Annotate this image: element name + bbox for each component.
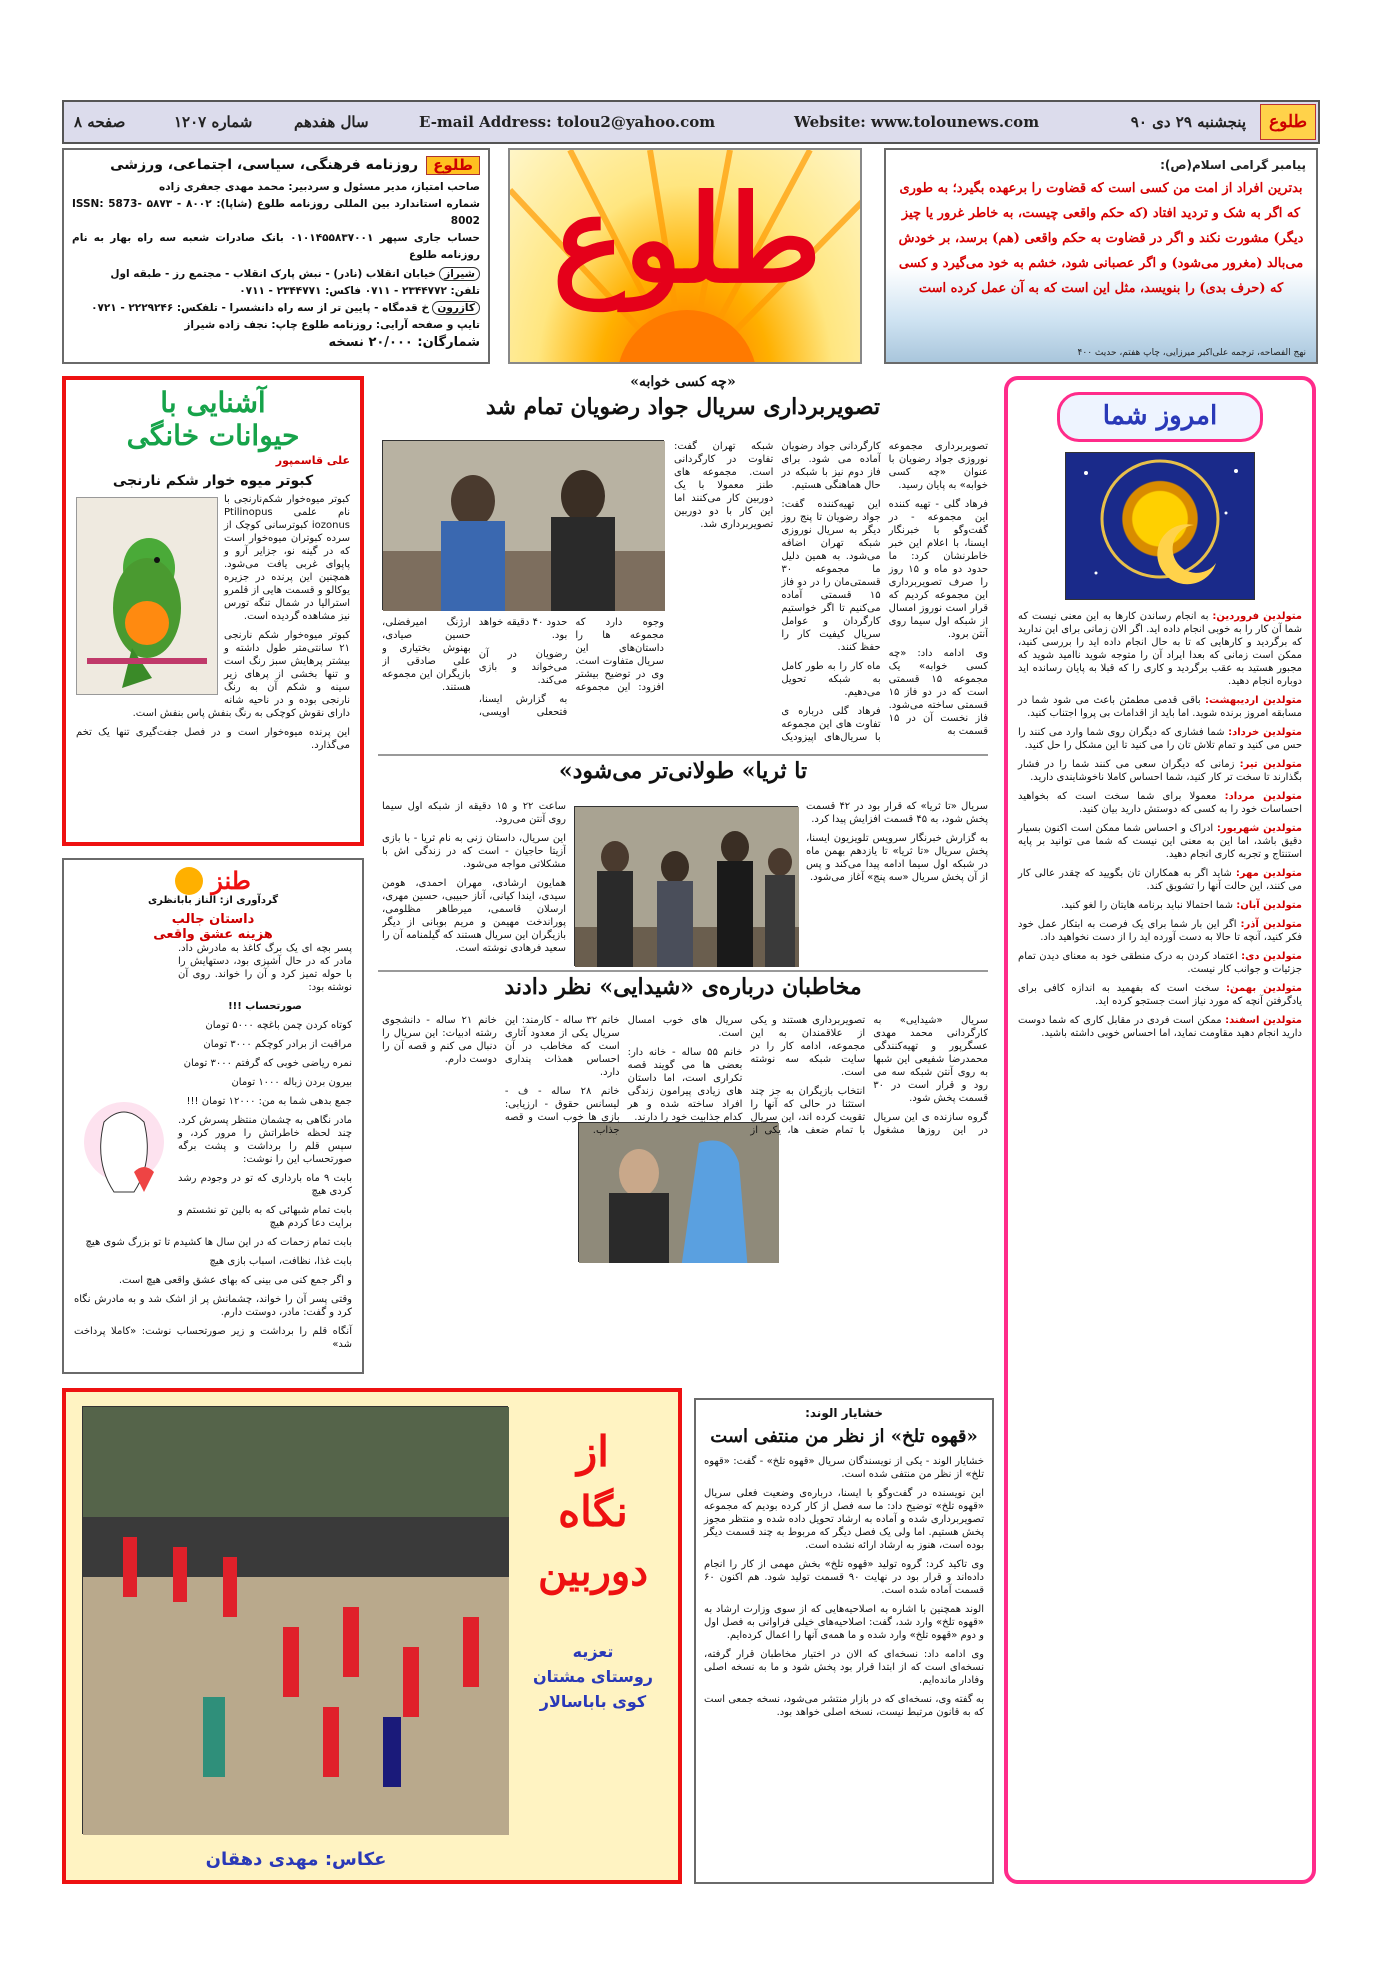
article2-photo — [574, 806, 798, 966]
horoscope-entry — [1018, 982, 1302, 1008]
horoscope-text: شما فشاری که دیگران روی شما وارد می کنند را حس می کنید و تمام تلاش تان را می کنید تا این مشکل را حل کنید. — [1018, 727, 1302, 751]
info-shiraz-address: خیابان انقلاب (نادر) - نبش پارک انقلاب - مجتمع رز - طبقه اول — [110, 268, 436, 280]
parrot-icon — [77, 498, 217, 694]
horoscope-entry — [1018, 867, 1302, 893]
hadith-box — [884, 148, 1318, 364]
horoscope-text: ادراک و احساس شما ممکن است اکنون بسیار دقیق باشد، اما این به معنی این نیست که شما می توانید بر پایه استنتاج و تجربه کاری انجام دهید. — [1018, 823, 1302, 860]
article1-paragraph: فرهاد گلی - تهیه کننده این مجموعه - در گفت‌وگو با خبرنگار ایسنا، با اعلام این خبر خاطرنشان کرد: ما حدود دو ماه و ۱۵ روز را صرف تصویربرداری این مجموعه کردیم که قرار است نوروز امسال از شبکه اول سیما روی آنتن برود. — [888, 499, 988, 640]
dourbin-caption-1: تعزیه — [572, 1642, 614, 1661]
satire-paragraph: بابت تمام زحمات که در این سال ها کشیدم تا تو بزرگ شوی هیچ — [85, 1237, 352, 1248]
article3-paragraph: خانم ۲۱ ساله - دانشجوی رشته ادبیات: این سریال را دنبال می کنم و قصه آن را دوست دارم. — [382, 1015, 497, 1065]
divider — [378, 754, 988, 756]
horoscope-label: متولدین مهر: — [1235, 868, 1302, 879]
satire-paragraph: نمره ریاضی خوبی که گرفتم ۳۰۰۰ تومان — [183, 1058, 352, 1069]
article4-title: «قهوه تلخ» از نظر من منتفی است — [710, 1426, 978, 1447]
divider — [378, 970, 988, 972]
horoscope-text: باقی قدمی مطمئن باعث می شود شما در مسابقه امروز برنده شوید. اما باید از اقدامات بی پروا اجتناب کنید. — [1018, 695, 1302, 719]
horoscope-title-badge — [1057, 392, 1263, 442]
satire-illustration — [74, 1092, 174, 1212]
header-issue: شماره ۱۲۰۷ — [174, 113, 253, 131]
horoscope-label: متولدین آذر: — [1240, 919, 1302, 930]
satire-paragraph: بیرون بردن زباله ۱۰۰۰ تومان — [231, 1077, 352, 1088]
horoscope-label: متولدین شهریور: — [1216, 823, 1302, 834]
hadith-source: نهج الفصاحه، ترجمه علی‌اکبر میرزایی، چاپ هفتم، حدیث ۴۰۰ — [1077, 348, 1306, 358]
article4-kicker: خشایار الوند: — [805, 1406, 883, 1420]
article4-paragraph: خشایار الوند - یکی از نویسندگان سریال «قهوه تلخ» - گفت: «قهوه تلخ» از نظر من منتفی شده است. — [704, 1456, 984, 1480]
info-logo: طلوع — [426, 156, 480, 175]
satire-story-title-1: داستان جالب — [171, 912, 255, 927]
article2-body-right — [806, 800, 988, 968]
article2-paragraph: این سریال، داستان زنی به نام ثریا - با بازی آزیتا حاجیان - است که در زندگی اش با مشکلاتی مواجه می‌شود. — [382, 833, 566, 870]
header-page: صفحه ۸ — [74, 113, 126, 131]
satire-author: گردآوری از: الناز بابانظری — [147, 895, 279, 906]
article4-paragraph: این نویسنده در گفت‌وگو با ایسنا، درباره‌ی وضعیت فعلی سریال «قهوه تلخ» توضیح داد: ما سه فصل از کار کرده بودیم که مجموعه تصویربرداری شده و آماده به ارشاد تحویل داده شده و منتظر مجوز پخش هستیم. اما ولی یک فصل دیگر که مربوط به چند قسمت دیگر بوده است، هنوز به ارشاد ارائه نشده است. — [704, 1488, 984, 1551]
dourbin-title-1: از — [577, 1427, 609, 1476]
article3-body — [382, 1014, 988, 1384]
dourbin-title-3: دوربین — [537, 1548, 649, 1595]
article2-paragraph: سریال «تا ثریا» که قرار بود در ۴۲ قسمت پخش شود، به ۴۵ قسمت افزایش پیدا کرد. — [806, 801, 988, 825]
article1-paragraph: به گزارش ایسنا، فتحعلی اویسی، ارژنگ امیرفضلی، حسین صیادی، بهنوش بختیاری و علی صادقی از بازیگران این مجموعه هستند. — [382, 617, 568, 718]
horoscope-label: متولدین مرداد: — [1224, 791, 1302, 802]
article1-paragraph: رضویان در آن می‌خواند و بازی می‌کند. — [478, 649, 568, 686]
horoscope-entry — [1018, 950, 1302, 976]
actors-photo-icon — [383, 441, 665, 611]
header-bar — [62, 100, 1320, 144]
article1-paragraph: فرهاد گلی درباره ی تفاوت های این مجموعه با سریال‌های اپیزودیک شبکه تهران گفت: تفاوت در کارگردانی است. مجموعه های طنز معمولا با یک دوربین کار می‌کنند اما این کار با دو دوربین تصویربرداری شد. — [674, 441, 881, 743]
info-issn: شماره استاندارد بین المللی روزنامه طلوع (شاپا): ۸۰۰۲ - ۵۸۷۳ ISSN: 5873-8002 — [72, 198, 481, 227]
article2-title: «تا ثریا» طولانی‌تر می‌شود — [558, 758, 808, 784]
dourbin-caption-2: روستای مشتان — [532, 1667, 654, 1686]
info-heading: روزنامه فرهنگی، سیاسی، اجتماعی، ورزشی — [110, 157, 419, 173]
horoscope-text: معمولا برای شما سخت است که بخواهید احساسات خود را به کسی که دوستش دارید بیان کنید. — [1018, 791, 1302, 815]
masthead-logo-text: طلوع — [552, 169, 822, 310]
article4-paragraph: وی ادامه داد: نسخه‌ای که الان در اختیار مخاطبان قرار گرفته، نسخه‌ای است که از ابتدا قرار بود پخش شود و ما به نسخه اصلی وفادار مانده‌ایم. — [704, 1649, 984, 1686]
article1-paragraph: وجوه دارد که مجموعه ها را داستان‌های این سریال متفاوت است. وی در توضیح بیشتر افزود: این مجموعه حدود ۴۰ دقیقه خواهد بود. — [478, 617, 664, 693]
satire-paragraph: کوتاه کردن چمن باغچه ۵۰۰۰ تومان — [205, 1020, 352, 1031]
horoscope-entry — [1018, 918, 1302, 944]
masthead-logo — [508, 148, 862, 364]
article3-paragraph: سریال «شیدایی» به کارگردانی محمد مهدی عسگرپور و تهیه‌کنندگی محمدرضا شفیعی این شبها به روی آنتن شبکه سه می رود و قرار است در ۳۰ قسمت پخش شود. — [873, 1015, 988, 1104]
info-circulation: شمارگان: ۲۰/۰۰۰ نسخه — [328, 335, 480, 350]
dourbin-title-2: نگاه — [558, 1487, 628, 1536]
horoscope-image — [1065, 452, 1255, 600]
horoscope-label: متولدین خرداد: — [1228, 727, 1302, 738]
satire-paragraph: آنگاه قلم را برداشت و زیر صورتحساب نوشت: «کاملا پرداخت شد» — [74, 1326, 352, 1350]
satire-title: طنز — [211, 866, 251, 895]
info-owner: صاحب امتیاز، مدیر مسئول و سردبیر: محمد مهدی جعفری زاده — [159, 181, 480, 193]
pets-paragraph: کبوتر میوه‌خوار شکم‌نارنجی با نام علمی Ptilinopus iozonus کبوترسانی کوچک از سرده کبوتران میوه‌خوار است که در گینه نو، جزایر آرو و پاپوای غربی یافت می‌شود. همچنین این پرنده در جزیره یوکالو و قسمت هایی از قلمرو استرالیا در شمال تنگه تورس نیز مشاهده گردیده است. — [224, 494, 350, 622]
header-logo — [1260, 104, 1316, 140]
horoscope-text: به انجام رساندن کارها به این معنی نیست که شما آن کار را به خوبی انجام داده اید. اگر الان زمانی برای این ندارید که برگردید و کارهایی که تا به حال انجام داده اید را بررسی کنید، ممکن است زمانی که بعدا ایراد آن را متوجه شوید ناامید شوید که مجبور هستید به عقب برگردید و کاری را که قبلا به پایان رسانده اید دوباره انجام دهید. — [1018, 611, 1302, 687]
info-box — [62, 148, 490, 364]
satire-paragraph: صورتحساب !!! — [228, 1001, 302, 1012]
article3-paragraph: انتخاب بازیگران به جز چند استثنا در حالی که آنها را تقویت کرده اند، این سریال با تمام ضعف ها، یکی از سریال های خوب امسال است. — [627, 1015, 866, 1136]
horoscope-entry — [1018, 899, 1302, 912]
horoscope-entry — [1018, 790, 1302, 816]
pets-title-line1: آشنایی با — [160, 386, 266, 419]
pets-paragraph: این پرنده میوه‌خوار است و در فصل جفت‌گیری تنها یک تخم می‌گذارد. — [76, 727, 350, 751]
horoscope-text: شاید اگر به همکاران تان بگویید که چقدر عالی کار می کنند، این حالت آنها را تشویق کند. — [1018, 868, 1302, 892]
horoscope-label: متولدین اسفند: — [1225, 1015, 1302, 1026]
satire-paragraph: بابت ۹ ماه بارداری که تو در وجودم رشد کردی هیچ — [178, 1173, 352, 1197]
header-website[interactable]: Website: www.tolounews.com — [794, 113, 1040, 131]
satire-paragraph: بابت غذا، نظافت، اسباب بازی هیچ — [209, 1256, 352, 1267]
article4-paragraph: به گفته وی، نسخه‌ای که در بازار منتشر می‌شود، نسخه جمعی است که به قانون مرتبط نیست، نسخه اصلی خواهد بود. — [704, 1694, 984, 1718]
header-year: سال هفدهم — [294, 113, 369, 131]
horoscope-label: متولدین دی: — [1241, 951, 1302, 962]
horoscope-text: شما احتمالا نباید برنامه هایتان را لغو کنید. — [1060, 900, 1234, 911]
horoscope-label: متولدین آبان: — [1236, 900, 1302, 911]
article2-paragraph: همایون ارشادی، مهران احمدی، هومن سیدی، ایندا کیانی، آناز حبیبی، حسین مهری، ارسلان قاسمی، میرطاهر مظلومی، پوراندخت مهیمن و مریم بوبانی از دیگر بازیگران این سریال هستند که گیلمنامه آن را سعید فرهادی نوشته است. — [382, 878, 566, 954]
dourbin-photo — [82, 1406, 508, 1834]
article1-paragraph: وی ادامه داد: «چه کسی خوابه» یک مجموعه ۱۵ قسمتی است که در دو فاز ۱۵ قسمتی ساخته می‌شود. فاز نخست آن در ۱۵ قسمت به — [888, 648, 988, 737]
pets-title-line2: حیوانات خانگی — [126, 419, 300, 452]
horoscope-box — [1004, 376, 1316, 1884]
info-kazerun-address: خ قدمگاه - پایین تر از سه راه دانشسرا - تلفکس: ۲۲۲۹۲۴۶ - ۰۷۲۱ — [91, 302, 430, 314]
pets-photo — [76, 497, 218, 695]
article4-paragraph: الوند همچنین با اشاره به اصلاحیه‌هایی که از سوی وزارت ارشاد به «قهوه تلخ» وارد شد، گفت: اصلاحیه‌های خیلی فراوانی به فصل اول و دوم «قهوه تلخ» وارد شده و ما همه‌ی آنها را اعمال کرده‌ایم. — [704, 1604, 984, 1641]
header-email[interactable]: E-mail Address: tolou2@yahoo.com — [419, 113, 716, 131]
satire-paragraph: و اگر جمع کنی می بینی که بهای عشق واقعی هیچ است. — [118, 1275, 352, 1286]
horoscope-title: امروز شما — [1102, 401, 1218, 431]
satire-paragraph: وقتی پسر آن را خواند، چشمانش پر از اشک شد و به مادرش نگاه کرد و گفت: مادر، دوستت دارم. — [74, 1294, 352, 1318]
article3 — [378, 974, 988, 1384]
pets-paragraph: کبوتر میوه‌خوار شکم نارنجی ۲۱ سانتی‌متر طول داشته و بیشتر پرهایش سبز رنگ است و تنها بخشی از پرهای زیر سینه و شکم آن به رنگ نارنجی بوده و در ناحیه شانه دارای نقوش کوچکی به رنگ بنفش پاس بنفش است. — [132, 630, 350, 719]
horoscope-label: متولدین اردیبهشت: — [1205, 695, 1303, 706]
article1-paragraph: این تهیه‌کننده گفت: جواد رضویان تا پنج روز دیگر به سریال نوروزی شبکه تهران اضافه می‌شود. به همین دلیل ما مجموعه ۳۰ قسمتی‌مان را در دو فاز ۱۵ قسمتی آماده می‌کنیم تا اگر خواستیم کارگردان و عوامل سریال کیفیت کار را حفظ کنند. — [781, 499, 881, 653]
horoscope-text: اعتماد کردن به درک منطقی خود به معنای دیدن تمام جزئیات و جوانب کار نیست. — [1018, 951, 1302, 975]
article2-body-left — [382, 800, 566, 968]
horoscope-text: سخت است که بفهمید به اندازه کافی برای یادگرفتن آنچه که مورد نیاز است جستجو کرده اید. — [1018, 983, 1302, 1007]
horoscope-entry — [1018, 694, 1302, 720]
satire-paragraph: پسر بچه ای یک برگ کاغذ به مادرش داد. مادر که در حال آشپزی بود، دستهایش را با حوله تمیز کرد و آن را خواند. روی آن نوشته بود: — [178, 943, 352, 993]
info-shiraz-phone: تلفن: ۲۳۴۴۷۷۲ - ۰۷۱۱ فاکس: ۲۳۴۴۷۷۱ - ۰۷۱۱ — [239, 285, 480, 297]
article1-paragraph: ماه کار را به طور کامل به شبکه تحویل می‌دهیم. — [781, 661, 881, 698]
info-print: تایپ و صفحه آرایی: روزنامه طلوع چاپ: نجف زاده شیراز — [184, 319, 480, 331]
pets-subtitle: کبوتر میوه خوار شکم نارنجی — [112, 473, 314, 489]
article1-paragraph: تصویربرداری مجموعه نوروزی جواد رضویان با عنوان «چه کسی خوابه» به پایان رسید. — [888, 441, 988, 491]
article3-paragraph: خانم ۵۵ ساله - خانه دار: بعضی ها می گویند قصه تکراری است، اما داستان های زیادی پیرامون زندگی افراد ساخته شده و هر کدام جذابیت خود را دارند. — [627, 1047, 743, 1123]
dourbin-box — [62, 1388, 682, 1884]
article3-paragraph: گروه سازنده ی این سریال در این روزها مشغول تصویربرداری هستند و یکی از علاقمندان به این مجموعه، ادامه کار را در سایت شبکه سه نوشته است. — [750, 1015, 988, 1136]
horoscope-entry — [1018, 1014, 1302, 1040]
article4-box — [694, 1398, 994, 1884]
article1-body-right — [674, 440, 988, 748]
satire-paragraph: بابت تمام شبهائی که به بالین تو نشستم و برایت دعا کردم هیچ — [178, 1205, 352, 1229]
dourbin-photographer: عکاس: مهدی دهقان — [205, 1849, 387, 1870]
article3-title: مخاطبان درباره‌ی «شیدایی» نظر دادند — [504, 974, 862, 1000]
article1-kicker: «چه کسی خوابه» — [630, 374, 736, 390]
info-shiraz-label: شیراز — [439, 267, 480, 281]
zodiac-icon — [1066, 453, 1254, 599]
satire-paragraph: مراقبت از برادر کوچکم ۳۰۰۰ تومان — [203, 1039, 352, 1050]
horoscope-text: زمانی که دیگران سعی می کنند شما را در فشار بگذارند تا سخت تر کار کنید، شما احساس کاملا ناخوشایندی دارید. — [1018, 759, 1302, 783]
horoscope-entry — [1018, 610, 1302, 688]
article1-title: تصویربرداری سریال جواد رضویان تمام شد — [485, 394, 881, 420]
header-logo-text: طلوع — [1268, 112, 1308, 132]
article1-body — [382, 616, 664, 748]
header-date: پنجشنبه ۲۹ دی ۹۰ — [1130, 113, 1246, 131]
satire-paragraph: مادر نگاهی به چشمان منتظر پسرش کرد. چند لحظه خاطراتش را مرور کرد، و سپس قلم را برداشت و پشت برگه صورتحساب این را نوشت: — [178, 1115, 352, 1165]
horoscope-text: اگر این بار شما برای یک فرصت به ابتکار عمل خود فکر کنید، آنچه تا حالا به دست آورده اید را از دست نخواهید داد. — [1018, 919, 1302, 943]
horoscope-entry — [1018, 822, 1302, 861]
article2 — [378, 758, 988, 968]
info-kazerun-label: کازرون — [432, 301, 480, 315]
horoscope-label: متولدین تیر: — [1239, 759, 1302, 770]
horoscope-label: متولدین فروردین: — [1212, 611, 1302, 622]
horoscope-entry — [1018, 758, 1302, 784]
article3-paragraph: خانم ۲۸ ساله - ف - لیسانس حقوق - ارزیابی: بازی ها خوب است و قصه جذاب. — [504, 1086, 620, 1136]
pets-box — [62, 376, 364, 846]
article1 — [378, 374, 988, 750]
horoscope-text: ممکن است فردی در مقابل کاری که شما دوست دارید انجام دهید مقاومت نماید، اما احساس خوبی داشته باشید. — [1018, 1015, 1302, 1039]
cast-photo-icon — [575, 807, 799, 967]
article2-paragraph: به گزارش خبرنگار سرویس تلویزیون ایسنا، پخش سریال «تا ثریا» تا یازدهم بهمن ماه در شبکه اول سیما ادامه پیدا می‌کند و پس از آن پخش سریال «سه پنج» آغاز می‌شود. — [806, 833, 988, 883]
smiley-icon — [175, 867, 203, 895]
dourbin-caption-3: کوی باباسالار — [539, 1692, 647, 1711]
horoscope-label: متولدین بهمن: — [1226, 983, 1303, 994]
info-account: حساب جاری سپهر ۰۱۰۱۴۵۵۸۳۷۰۰۱ بانک صادرات شعبه سه راه بهار به نام روزنامه طلوع — [72, 232, 480, 261]
satire-paragraph: جمع بدهی شما به من: ۱۲۰۰۰ تومان !!! — [186, 1096, 352, 1107]
satire-box — [62, 858, 364, 1374]
article1-photo — [382, 440, 664, 610]
hadith-text: بدترین افراد از امت من کسی است که قضاوت را برعهده بگیرد؛ به طوری که اگر به شک و تردید افتاد (که حکم واقعی چیست، به خاطر غرور یا چیز دیگر) مشورت نکند و اگر در قضاوت به حکم واقعی (هم) برسد، بر خودش می‌بالد (مغرور می‌شود) و اگر عصبانی شود، خشم به خود می‌گیرد و کسی که (حرف بدی) را بنویسد، مثل این است که به آن عمل کرده است — [898, 181, 1304, 296]
horoscope-entry — [1018, 726, 1302, 752]
satire-story-title-2: هزینه عشق واقعی — [153, 927, 273, 942]
pets-author: علی قاسمپور — [275, 454, 350, 467]
article2-paragraph: ساعت ۲۲ و ۱۵ دقیقه از شبکه اول سیما روی آنتن می‌رود. — [382, 801, 566, 825]
horoscope-entries — [1018, 610, 1302, 1040]
article1-paragraph: کارگردانی جواد رضویان آماده می شود. برای فاز دوم نیز با شبکه در حال هماهنگی هستیم. — [781, 441, 881, 491]
hadith-title: پیامبر گرامی اسلام(ص): — [1160, 158, 1306, 172]
mother-child-icon — [74, 1092, 174, 1212]
taziyeh-photo-icon — [83, 1407, 509, 1835]
article4-paragraph: وی تاکید کرد: گروه تولید «قهوه تلخ» بخش مهمی از کار را انجام داده‌اند و قرار بود در نهایت ۹۰ قسمت تولید شود. هم اکنون ۶۰ قسمت آماده شده است. — [704, 1559, 984, 1596]
article4-body — [704, 1455, 984, 1719]
article3-paragraph: خانم ۳۲ ساله - کارمند: این سریال یکی از معدود آثاری است که مخاطب در آن احساس همذات پنداری دارد. — [504, 1015, 620, 1078]
